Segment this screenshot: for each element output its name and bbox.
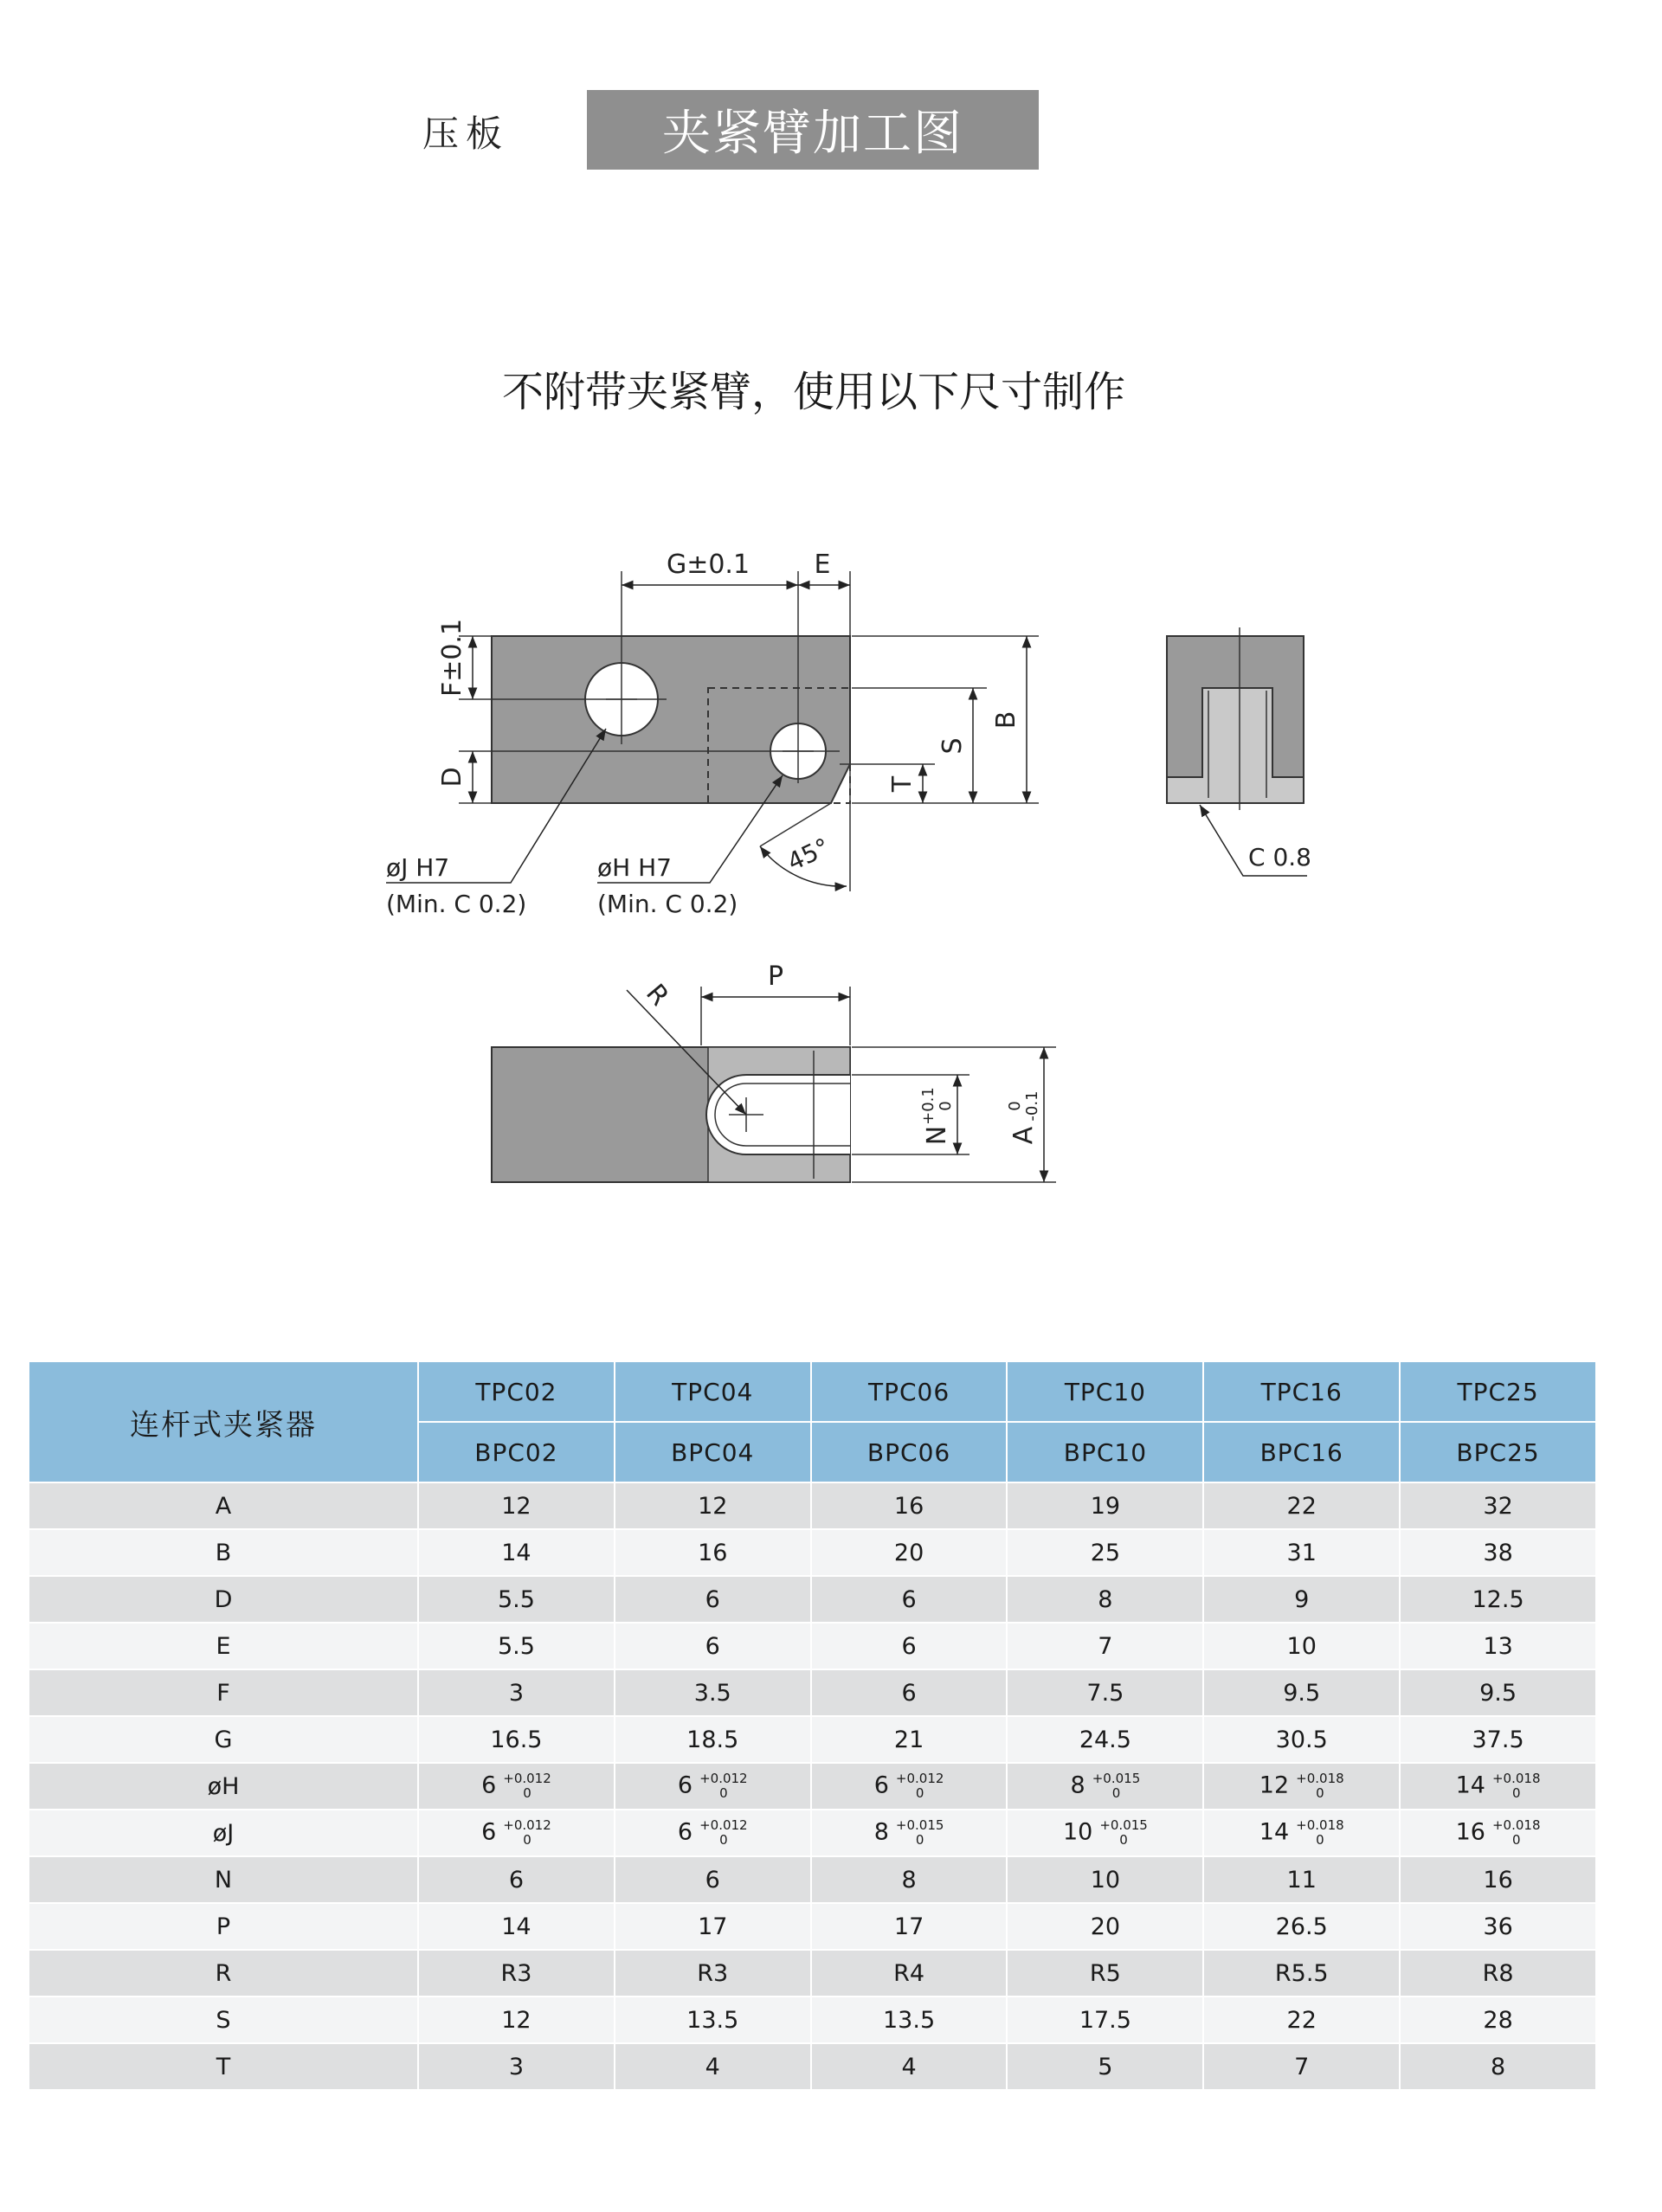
page-title-text: 夹紧臂加工图 — [662, 106, 963, 162]
row-label: R — [29, 1950, 418, 1997]
cell-value: 6 — [508, 1866, 524, 1894]
row-label: E — [29, 1623, 418, 1669]
dim-label-n: N — [922, 1125, 952, 1146]
table-cell — [811, 1903, 1008, 1950]
cell-value: 26.5 — [1275, 1913, 1328, 1940]
cell-value: 6 — [481, 1772, 497, 1799]
table-cell — [1203, 1810, 1400, 1856]
cell-value: 9 — [1294, 1585, 1310, 1613]
table-cell — [1007, 1856, 1203, 1903]
cell-value: 14 — [501, 1913, 531, 1940]
table-cell — [1007, 1997, 1203, 2043]
tolerance — [503, 1818, 551, 1848]
tolerance-lower: 0 — [523, 1785, 531, 1801]
tolerance-upper: +0.015 — [1092, 1771, 1141, 1786]
table-cell — [615, 1623, 811, 1669]
table-cell — [615, 1529, 811, 1576]
cell-value: 38 — [1483, 1539, 1513, 1566]
table-cell — [1203, 1576, 1400, 1623]
table-cell — [1400, 1529, 1596, 1576]
table-cell — [418, 1529, 615, 1576]
table-cell — [418, 1856, 615, 1903]
table-row — [29, 1669, 1596, 1716]
cell-value: 37.5 — [1472, 1726, 1524, 1753]
cell-value: 13.5 — [883, 2006, 936, 2034]
tolerance — [1296, 1818, 1344, 1848]
tolerance-lower: 0 — [915, 1832, 924, 1848]
table-row — [29, 1576, 1596, 1623]
cell-value: 6 — [677, 1818, 693, 1846]
cell-value: 9.5 — [1283, 1679, 1321, 1707]
table-row — [29, 1716, 1596, 1763]
row-label: øJ — [29, 1810, 418, 1856]
table-row — [29, 1529, 1596, 1576]
header-model-bottom: BPC06 — [811, 1422, 1008, 1482]
cell-value: 20 — [1090, 1913, 1121, 1940]
cell-value: R3 — [697, 1959, 729, 1987]
dim-label-f: F±0.1 — [437, 618, 467, 698]
cell-value: 12 — [1259, 1772, 1290, 1799]
dim-label-n-tol-lower: 0 — [937, 1101, 955, 1111]
tolerance-lower: 0 — [719, 1832, 728, 1848]
table-cell — [615, 1763, 811, 1810]
cell-value: 13.5 — [686, 2006, 739, 2034]
cell-value: 16 — [1483, 1866, 1513, 1894]
table-cell — [811, 1576, 1008, 1623]
table-cell — [1400, 1997, 1596, 2043]
header-model-bottom: BPC16 — [1203, 1422, 1400, 1482]
table-row — [29, 1950, 1596, 1997]
cell-value: 7 — [1294, 2053, 1310, 2080]
tolerance — [1492, 1818, 1541, 1848]
cell-value: 6 — [705, 1866, 720, 1894]
cell-value: 9.5 — [1479, 1679, 1517, 1707]
cell-value: 8 — [1490, 2053, 1506, 2080]
table-cell — [1007, 1623, 1203, 1669]
table-cell — [615, 1669, 811, 1716]
tolerance-upper: +0.012 — [699, 1817, 748, 1833]
table-cell — [1400, 1950, 1596, 1997]
cell-value: 32 — [1483, 1492, 1513, 1520]
table-cell — [1007, 1576, 1203, 1623]
table-cell — [1203, 1950, 1400, 1997]
header-model-top: TPC02 — [418, 1361, 615, 1422]
header-model-top: TPC06 — [811, 1361, 1008, 1422]
callout-h-line1: øH H7 — [597, 853, 672, 882]
table-cell — [418, 1716, 615, 1763]
dim-label-p: P — [767, 961, 784, 992]
cell-value: 10 — [1090, 1866, 1121, 1894]
table-cell — [1203, 2043, 1400, 2090]
tolerance — [896, 1818, 944, 1848]
table-row — [29, 1482, 1596, 1529]
table-cell — [1007, 1669, 1203, 1716]
table-cell — [1400, 1763, 1596, 1810]
callout-j-line1: øJ H7 — [386, 853, 450, 882]
table-row — [29, 1763, 1596, 1810]
cell-value: 3 — [508, 1679, 524, 1707]
cell-value: 12 — [501, 2006, 531, 2034]
cell-value: 5.5 — [497, 1585, 535, 1613]
table-cell — [1400, 1482, 1596, 1529]
table-row — [29, 1856, 1596, 1903]
row-label: G — [29, 1716, 418, 1763]
dim-label-t: T — [887, 775, 918, 793]
header-model-bottom: BPC10 — [1007, 1422, 1203, 1482]
tolerance-upper: +0.012 — [699, 1771, 748, 1786]
cell-value: 10 — [1062, 1818, 1093, 1846]
cell-value: 22 — [1286, 1492, 1317, 1520]
dim-label-g: G±0.1 — [666, 550, 750, 580]
table-cell — [1203, 1903, 1400, 1950]
cell-value: 12 — [501, 1492, 531, 1520]
table-cell — [1203, 1763, 1400, 1810]
table-cell — [1203, 1716, 1400, 1763]
dim-label-a-tol-lower: -0.1 — [1023, 1090, 1041, 1122]
table-cell — [418, 1576, 615, 1623]
cell-value: R5.5 — [1274, 1959, 1329, 1987]
table-cell — [615, 1810, 811, 1856]
dim-label-r: R — [640, 978, 675, 1013]
table-cell — [811, 1763, 1008, 1810]
tolerance-lower: 0 — [1111, 1785, 1121, 1801]
table-cell — [1203, 1529, 1400, 1576]
cell-value: R8 — [1482, 1959, 1514, 1987]
cell-value: 8 — [901, 1866, 917, 1894]
table-cell — [418, 1997, 615, 2043]
callout-c: C 0.8 — [1248, 843, 1311, 871]
category-label: 压板 — [422, 113, 510, 155]
cell-value: 17 — [893, 1913, 924, 1940]
header-row-tpc — [29, 1361, 1596, 1422]
header-model-top: TPC16 — [1203, 1361, 1400, 1422]
table-cell — [1007, 2043, 1203, 2090]
cell-value: 4 — [901, 2053, 917, 2080]
table-cell — [1007, 1529, 1203, 1576]
tolerance-upper: +0.018 — [1491, 1771, 1541, 1786]
row-label: A — [29, 1482, 418, 1529]
cell-value: 14 — [1259, 1818, 1290, 1846]
cell-value: 10 — [1286, 1632, 1317, 1660]
row-label: D — [29, 1576, 418, 1623]
row-label: T — [29, 2043, 418, 2090]
tolerance — [1092, 1772, 1141, 1801]
table-cell — [811, 2043, 1008, 2090]
table-cell — [615, 1856, 811, 1903]
tolerance — [1099, 1818, 1148, 1848]
callout-h-line2: (Min. C 0.2) — [597, 890, 738, 918]
cell-value: 12 — [698, 1492, 728, 1520]
cell-value: 6 — [677, 1772, 693, 1799]
table-cell — [1400, 1903, 1596, 1950]
cell-value: 25 — [1090, 1539, 1121, 1566]
side-view — [1167, 627, 1311, 876]
tolerance-upper: +0.015 — [1099, 1817, 1148, 1833]
table-cell — [418, 1763, 615, 1810]
cell-value: 18.5 — [686, 1726, 739, 1753]
table-cell — [1400, 1669, 1596, 1716]
table-cell — [615, 1903, 811, 1950]
tolerance-upper: +0.015 — [895, 1817, 944, 1833]
tolerance — [1296, 1772, 1344, 1801]
cell-value: 17 — [698, 1913, 728, 1940]
row-label: F — [29, 1669, 418, 1716]
table-cell — [811, 1810, 1008, 1856]
cell-value: 6 — [873, 1772, 889, 1799]
tolerance-upper: +0.012 — [895, 1771, 944, 1786]
header-model-bottom: BPC02 — [418, 1422, 615, 1482]
tolerance-lower: 0 — [1316, 1785, 1324, 1801]
table-cell — [615, 1576, 811, 1623]
cell-value: R3 — [500, 1959, 532, 1987]
table-row — [29, 1903, 1596, 1950]
dim-label-d: D — [437, 767, 467, 788]
header-model-top: TPC04 — [615, 1361, 811, 1422]
table-cell — [811, 1997, 1008, 2043]
table-cell — [1400, 1810, 1596, 1856]
cell-value: 24.5 — [1079, 1726, 1131, 1753]
table-cell — [418, 1950, 615, 1997]
row-label: N — [29, 1856, 418, 1903]
cell-value: 28 — [1483, 2006, 1513, 2034]
tolerance — [503, 1772, 551, 1801]
table-cell — [811, 1623, 1008, 1669]
tolerance-lower: 0 — [523, 1832, 531, 1848]
cell-value: 19 — [1090, 1492, 1121, 1520]
table-cell — [811, 1482, 1008, 1529]
dim-label-a-tol-upper: 0 — [1006, 1101, 1024, 1111]
tolerance-upper: +0.018 — [1296, 1771, 1344, 1786]
callout-j-line2: (Min. C 0.2) — [386, 890, 527, 918]
row-label: P — [29, 1903, 418, 1950]
cell-value: 14 — [1455, 1772, 1485, 1799]
table-cell — [811, 1716, 1008, 1763]
cell-value: 8 — [873, 1818, 889, 1846]
cell-value: 16 — [1455, 1818, 1485, 1846]
table-cell — [418, 2043, 615, 2090]
table-corner-header: 连杆式夹紧器 — [29, 1361, 418, 1482]
tolerance-lower: 0 — [1511, 1785, 1521, 1801]
row-label: S — [29, 1997, 418, 2043]
slot-u-shape — [706, 1075, 850, 1154]
cell-value: 20 — [893, 1539, 924, 1566]
tolerance-upper: +0.018 — [1296, 1817, 1344, 1833]
table-cell — [1007, 1950, 1203, 1997]
header-model-top: TPC25 — [1400, 1361, 1596, 1422]
table-cell — [418, 1810, 615, 1856]
cell-value: 7 — [1098, 1632, 1113, 1660]
tolerance-lower: 0 — [719, 1785, 728, 1801]
tolerance-lower: 0 — [915, 1785, 924, 1801]
table-cell — [1400, 1623, 1596, 1669]
cell-value: 6 — [901, 1679, 917, 1707]
table-row — [29, 1810, 1596, 1856]
table-cell — [811, 1529, 1008, 1576]
tolerance — [699, 1818, 748, 1848]
cell-value: 8 — [1098, 1585, 1113, 1613]
cell-value: 22 — [1286, 2006, 1317, 2034]
table-cell — [418, 1903, 615, 1950]
cell-value: 5.5 — [497, 1632, 535, 1660]
cell-value: 6 — [481, 1818, 497, 1846]
cell-value: 17.5 — [1079, 2006, 1131, 2034]
dim-label-b: B — [991, 711, 1021, 730]
tolerance-lower: 0 — [1511, 1832, 1521, 1848]
table-body — [29, 1482, 1596, 2090]
cell-value: 4 — [705, 2053, 720, 2080]
dimension-table — [28, 1360, 1597, 2091]
header-model-bottom: BPC25 — [1400, 1422, 1596, 1482]
cell-value: 7.5 — [1086, 1679, 1124, 1707]
cell-value: 6 — [901, 1585, 917, 1613]
row-label: B — [29, 1529, 418, 1576]
cell-value: 30.5 — [1275, 1726, 1328, 1753]
cell-value: 3 — [508, 2053, 524, 2080]
table-cell — [615, 1950, 811, 1997]
table-cell — [615, 1716, 811, 1763]
table-cell — [1203, 1623, 1400, 1669]
page-subtitle: 不附带夹紧臂，使用以下尺寸制作 — [501, 368, 1125, 416]
table-cell — [1203, 1997, 1400, 2043]
front-view — [386, 550, 1039, 918]
table-cell — [1007, 1903, 1203, 1950]
table-cell — [615, 1997, 811, 2043]
table-cell — [811, 1950, 1008, 1997]
table-cell — [615, 1482, 811, 1529]
cell-value: 6 — [705, 1632, 720, 1660]
table-row — [29, 1997, 1596, 2043]
table-cell — [418, 1669, 615, 1716]
table-cell — [1203, 1482, 1400, 1529]
cell-value: 16.5 — [490, 1726, 543, 1753]
cell-value: 16 — [893, 1492, 924, 1520]
table-cell — [1400, 1716, 1596, 1763]
cell-value: 6 — [901, 1632, 917, 1660]
tolerance-lower: 0 — [1119, 1832, 1128, 1848]
cell-value: 12.5 — [1472, 1585, 1524, 1613]
dim-label-n-tol-upper: +0.1 — [919, 1087, 937, 1125]
header-model-bottom: BPC04 — [615, 1422, 811, 1482]
dim-label-a: A — [1008, 1126, 1039, 1145]
cell-value: 8 — [1070, 1772, 1085, 1799]
top-view — [492, 961, 1056, 1182]
table-cell — [811, 1669, 1008, 1716]
cell-value: 6 — [705, 1585, 720, 1613]
tolerance-upper: +0.012 — [503, 1817, 551, 1833]
table-cell — [1203, 1856, 1400, 1903]
cell-value: 14 — [501, 1539, 531, 1566]
tolerance — [896, 1772, 944, 1801]
tolerance-upper: +0.012 — [503, 1771, 551, 1786]
table-cell — [1007, 1763, 1203, 1810]
cell-value: 13 — [1483, 1632, 1513, 1660]
table-cell — [1400, 2043, 1596, 2090]
dim-label-angle: 45° — [783, 832, 834, 877]
table-cell — [418, 1482, 615, 1529]
cell-value: 5 — [1098, 2053, 1113, 2080]
table-row — [29, 1623, 1596, 1669]
row-label: øH — [29, 1763, 418, 1810]
tolerance-lower: 0 — [1316, 1832, 1324, 1848]
table-row — [29, 2043, 1596, 2090]
cell-value: 11 — [1286, 1866, 1317, 1894]
cell-value: R5 — [1089, 1959, 1121, 1987]
table-cell — [615, 2043, 811, 2090]
cell-value: 36 — [1483, 1913, 1513, 1940]
cell-value: 31 — [1286, 1539, 1317, 1566]
dim-label-e: E — [814, 550, 831, 580]
table-cell — [1203, 1669, 1400, 1716]
table-cell — [1400, 1576, 1596, 1623]
dim-label-s: S — [937, 737, 968, 755]
table-cell — [811, 1856, 1008, 1903]
cell-value: 21 — [893, 1726, 924, 1753]
cell-value: 16 — [698, 1539, 728, 1566]
table-cell — [1007, 1810, 1203, 1856]
table-cell — [418, 1623, 615, 1669]
header-model-top: TPC10 — [1007, 1361, 1203, 1422]
table-header — [29, 1361, 1596, 1482]
table-cell — [1007, 1482, 1203, 1529]
cell-value: 3.5 — [693, 1679, 731, 1707]
table-cell — [1007, 1716, 1203, 1763]
tolerance — [699, 1772, 748, 1801]
tolerance-upper: +0.018 — [1491, 1817, 1541, 1833]
cell-value: R4 — [893, 1959, 925, 1987]
table-cell — [1400, 1856, 1596, 1903]
tolerance — [1492, 1772, 1541, 1801]
